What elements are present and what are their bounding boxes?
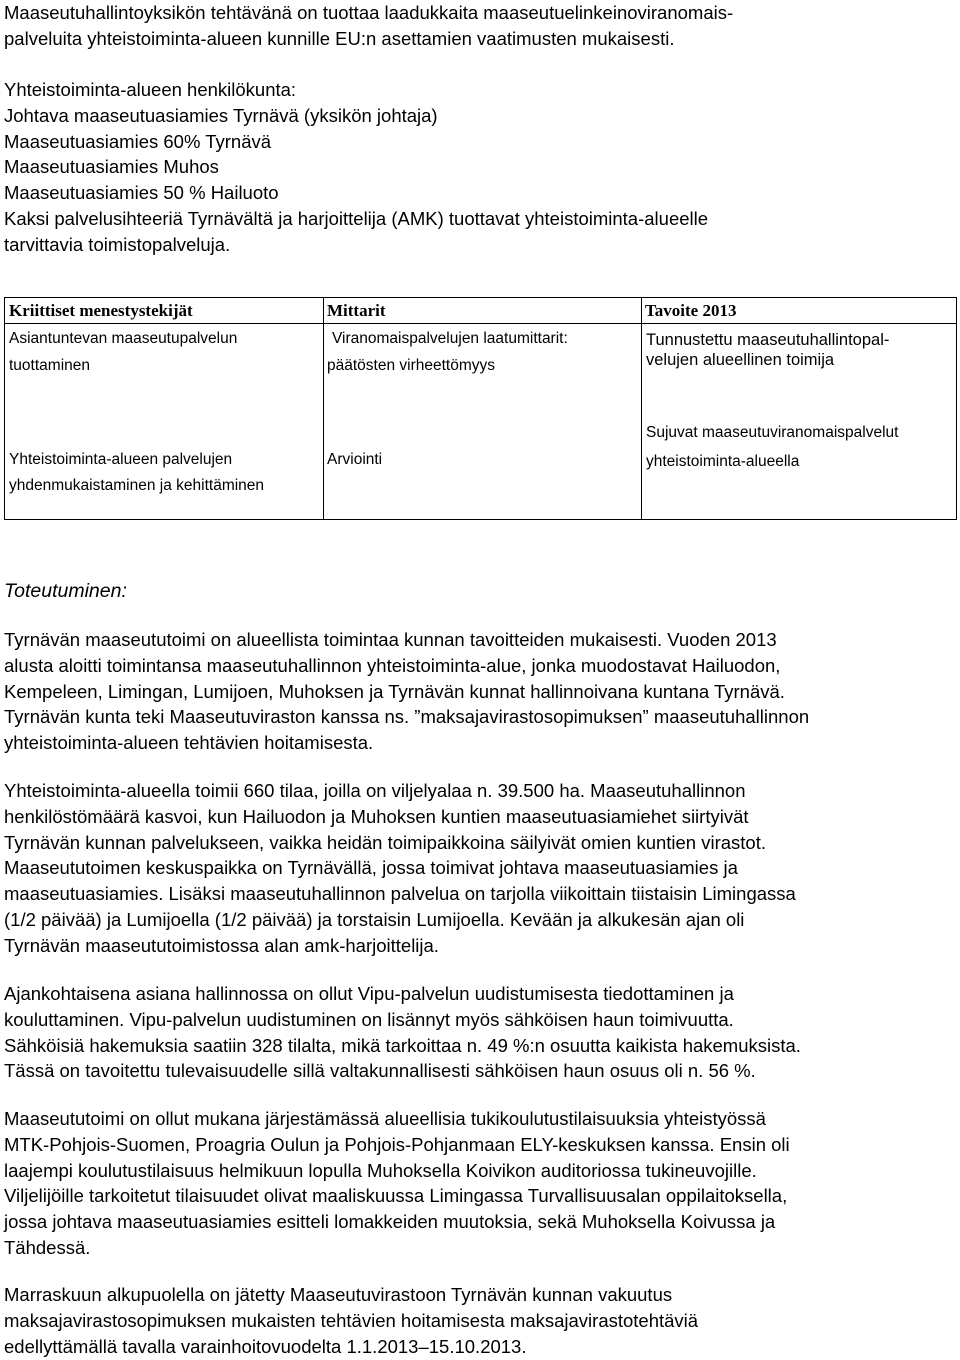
paragraph-line: Maaseututoimen keskuspaikka on Tyrnävällä, jossa toimivat johtava maaseutuasiamies ja [4, 857, 738, 879]
paragraph-line: maaseutuasiamies. Lisäksi maaseutuhallinnon palvelua on tarjolla viikoittain tiistaisin Limingassa [4, 883, 796, 905]
intro-line: palveluita yhteistoiminta-alueen kunnille EU:n asettamien vaatimusten mukaisesti. [4, 27, 675, 49]
factor-cell: yhdenmukaistaminen ja kehittäminen [9, 477, 265, 494]
paragraph-line: Tässä on tavoitettu tulevaisuudelle sillä valtakunnallisesti sähköisen haun osuus oli n. 56 %. [4, 1060, 756, 1082]
target-cell: Tunnustettu maaseutuhallintopal- [646, 331, 890, 349]
paragraph-line: Ajankohtaisena asiana hallinnossa on ollut Vipu-palvelun uudistumisesta tiedottaminen ja [4, 983, 734, 1004]
paragraph-line: laajempi koulutustilaisuus helmikuun lopulla Muhoksella Koivikon auditoriossa tukineuvojille. [4, 1159, 757, 1181]
header-factors: Kriittiset menestystekijät [9, 301, 193, 320]
paragraph-line: edellyttämällä tavalla varainhoitovuodelta 1.1.2013–15.10.2013. [4, 1335, 527, 1357]
staff-line: Johtava maaseutuasiamies Tyrnävä (yksikön johtaja) [4, 104, 438, 126]
paragraph-line: henkilöstömäärä kasvoi, kun Hailuodon ja Muhoksen kuntien maaseutuasiamiehet siirtyivät [4, 805, 749, 827]
paragraph-line: MTK-Pohjois-Suomen, Proagria Oulun ja Pohjois-Pohjanmaan ELY-keskuksen kanssa. Ensin oli [4, 1133, 790, 1155]
staff-line: tarvittavia toimistopalveluja. [4, 233, 231, 255]
metric-cell: Viranomaispalvelujen laatumittarit: [332, 330, 568, 347]
header-target: Tavoite 2013 [645, 301, 737, 320]
paragraph-line: Tyrnävän maaseututoimi on alueellista toimintaa kunnan tavoitteiden mukaisesti. Vuoden 2013 [4, 629, 777, 650]
paragraph-line: yhteistoiminta-alueen tehtävien hoitamisesta. [4, 732, 374, 754]
paragraph-line: Maaseututoimi on ollut mukana järjestämässä alueellisia tukikoulutustilaisuuksia yhteistyössä [4, 1108, 766, 1129]
staff-line: Maaseutuasiamies 50 % Hailuoto [4, 182, 279, 204]
factor-cell: Asiantuntevan maaseutupalvelun [9, 330, 238, 347]
toteutuminen-paragraph-5 [4, 1282, 698, 1359]
paragraph-line: Tyrnävän kunnan palvelukseen, vaikka heidän toimipaikkoina säilyivät omien kuntien virastot. [4, 831, 767, 853]
toteutuminen-section [4, 578, 127, 604]
toteutuminen-paragraph-1 [4, 627, 809, 756]
staff-line: Maaseutuasiamies 60% Tyrnävä [4, 130, 272, 152]
header-metrics: Mittarit [327, 301, 386, 320]
staff-heading: Yhteistoiminta-alueen henkilökunta: [4, 79, 297, 100]
metric-cell: Arviointi [327, 451, 383, 468]
target-cell: velujen alueellinen toimija [646, 351, 835, 369]
table-header-row [5, 298, 956, 324]
toteutuminen-paragraph-2 [4, 778, 796, 959]
target-cell: Sujuvat maaseutuviranomaispalvelut [646, 424, 899, 441]
intro-line: Maaseutuhallintoyksikön tehtävänä on tuottaa laadukkaita maaseutuelinkeinoviranomais- [4, 2, 734, 23]
paragraph-line: Kempeleen, Limingan, Lumijoen, Muhoksen ja Tyrnävän kunnat hallinnoivana kuntana Tyrnävä. [4, 680, 785, 702]
paragraph-line: alusta aloitti toimintansa maaseutuhallinnon yhteistoiminta-alue, jonka muodostavat Hailuodon, [4, 654, 781, 676]
paragraph-line: jossa johtava maaseutuasiamies esitteli lomakkeiden muutoksia, sekä Muhoksella Koivussa ja [4, 1211, 776, 1233]
paragraph-line: Viljelijöille tarkoitetut tilaisuudet olivat maaliskuussa Limingassa Turvallisuusalan oppilaitoksella, [4, 1185, 788, 1207]
staff-line: Kaksi palvelusihteeriä Tyrnävältä ja harjoittelija (AMK) tuottavat yhteistoiminta-alueelle [4, 207, 709, 229]
paragraph-line: Sähköisiä hakemuksia saatiin 328 tilalta, mikä tarkoittaa n. 49 %:n osuutta kaikista hakemuksista. [4, 1034, 801, 1056]
intro-paragraph [4, 0, 733, 52]
target-cell: yhteistoiminta-alueella [646, 453, 800, 470]
toteutuminen-paragraph-4 [4, 1106, 790, 1261]
paragraph-line: Tyrnävän kunta teki Maaseutuviraston kanssa ns. ”maksajavirastosopimuksen” maaseutuhallinnon [4, 706, 810, 728]
factor-cell: tuottaminen [9, 357, 90, 374]
paragraph-line: kouluttaminen. Vipu-palvelun uudistuminen on lisännyt myös sähköisen haun toimivuutta. [4, 1008, 734, 1030]
paragraph-line: Yhteistoiminta-alueella toimii 660 tilaa, joilla on viljelyalaa n. 39.500 ha. Maaseutuhallinnon [4, 780, 746, 801]
paragraph-line: Marraskuun alkupuolella on jätetty Maaseutuvirastoon Tyrnävän kunnan vakuutus [4, 1284, 673, 1305]
staff-line: Maaseutuasiamies Muhos [4, 156, 219, 178]
paragraph-line: Tähdessä. [4, 1236, 91, 1258]
metric-cell: päätösten virheettömyys [327, 357, 496, 374]
paragraph-line: Tyrnävän maaseututoimistossa alan amk-harjoittelija. [4, 934, 439, 956]
staff-paragraph [4, 77, 708, 258]
table-divider [641, 298, 642, 519]
factor-cell: Yhteistoiminta-alueen palvelujen [9, 451, 233, 468]
critical-factors-table [4, 297, 957, 520]
toteutuminen-paragraph-3 [4, 981, 801, 1084]
table-divider [323, 298, 324, 519]
paragraph-line: maksajavirastosopimuksen mukaisten tehtävien hoitamisesta maksajavirastotehtäviä [4, 1309, 699, 1331]
section-heading: Toteutuminen: [4, 580, 127, 602]
paragraph-line: (1/2 päivää) ja Lumijoella (1/2 päivää) ja torstaisin Lumijoella. Kevään ja alkukesän ajan oli [4, 908, 745, 930]
